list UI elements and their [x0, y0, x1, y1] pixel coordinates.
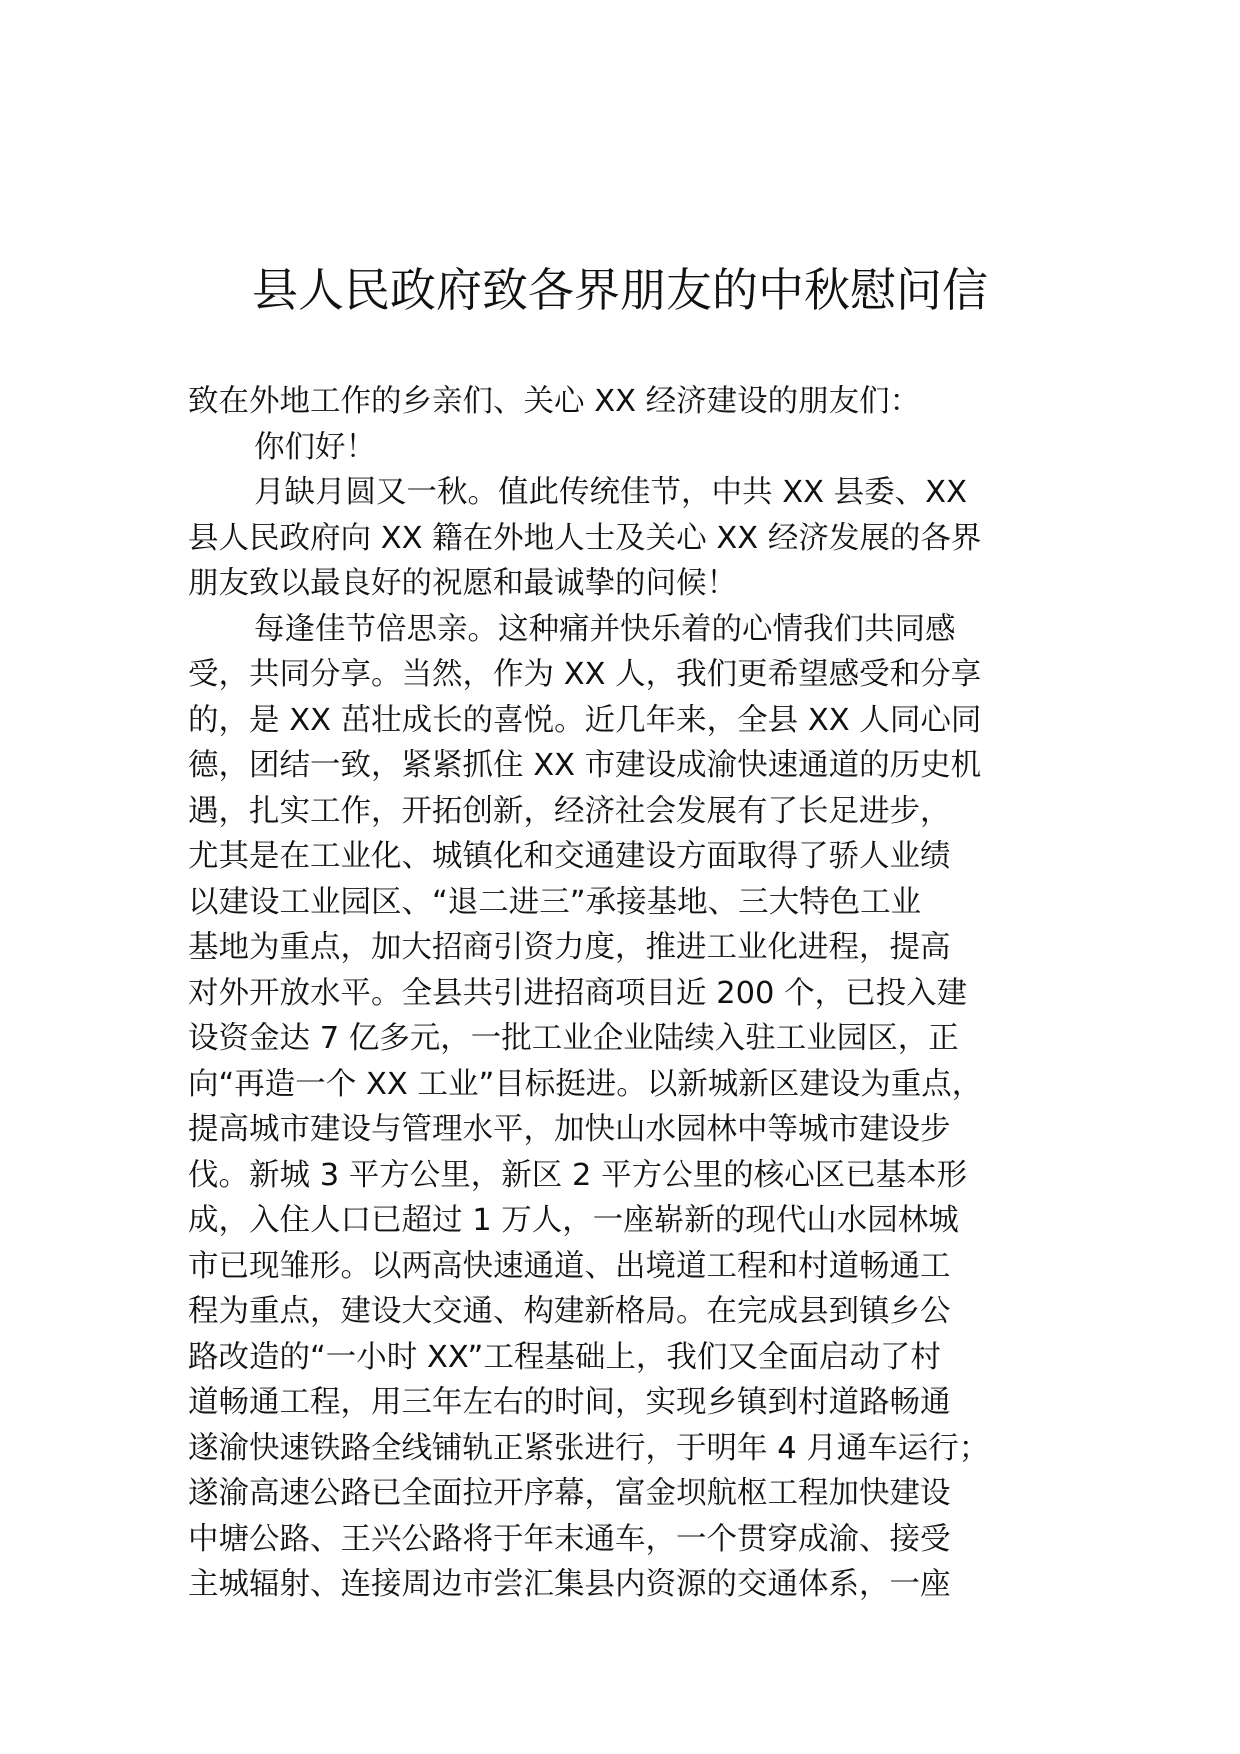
text-line: 以建设工业园区、“退二进三”承接基地、三大特色工业 — [188, 884, 922, 920]
text-line: 对外开放水平。全县共引进招商项目近 200 个，已投入建 — [188, 975, 968, 1011]
text-line: 向“再造一个 XX 工业”目标挺进。以新城新区建设为重点， — [188, 1066, 983, 1102]
text-line: 路改造的“一小时 XX”工程基础上，我们又全面启动了村 — [188, 1339, 941, 1375]
text-line: 遂渝高速公路已全面拉开序幕，富金坝航枢工程加快建设 — [188, 1476, 951, 1511]
text-line: 致在外地工作的乡亲们、关心 XX 经济建设的朋友们： — [188, 384, 921, 419]
text-line: 提高城市建设与管理水平，加快山水园林中等城市建设步 — [188, 1112, 951, 1147]
text-line: 中塘公路、王兴公路将于年末通车，一个贯穿成渝、接受 — [188, 1521, 951, 1557]
text-line: 基地为重点，加大招商引资力度，推进工业化进程，提高 — [188, 930, 951, 965]
text-line: 道畅通工程，用三年左右的时间，实现乡镇到村道路畅通 — [188, 1385, 951, 1420]
text-line: 受，共同分享。当然，作为 XX 人，我们更希望感受和分享 — [188, 657, 982, 692]
text-line: 德，团结一致，紧紧抓住 XX 市建设成渝快速通道的历史机 — [188, 748, 982, 783]
text-line: 遂渝快速铁路全线铺轨正紧张进行，于明年 4 月通车运行； — [188, 1430, 990, 1466]
text-line: 尤其是在工业化、城镇化和交通建设方面取得了骄人业绩 — [188, 839, 951, 874]
text-line: 遇，扎实工作，开拓创新，经济社会发展有了长足进步， — [188, 793, 951, 829]
text-line: 你们好！ — [254, 429, 376, 465]
document-title: 县人民政府致各界朋友的中秋慰问信 — [252, 263, 988, 317]
text-line: 主城辐射、连接周边市尝汇集县内资源的交通体系，一座 — [188, 1567, 951, 1602]
text-line: 伐。新城 3 平方公里，新区 2 平方公里的核心区已基本形 — [188, 1157, 968, 1193]
letter-body — [188, 379, 1088, 1608]
text-line: 程为重点，建设大交通、构建新格局。在完成县到镇乡公 — [188, 1294, 951, 1329]
text-line: 的，是 XX 茁壮成长的喜悦。近几年来，全县 XX 人同心同 — [188, 702, 982, 738]
text-line: 设资金达 7 亿多元，一批工业企业陆续入驻工业园区，正 — [188, 1021, 959, 1056]
text-line: 月缺月圆又一秋。值此传统佳节，中共 XX 县委、XX — [254, 475, 967, 510]
text-line: 成，入住人口已超过 1 万人，一座崭新的现代山水园林城 — [188, 1203, 959, 1238]
text-line: 每逢佳节倍思亲。这种痛并快乐着的心情我们共同感 — [254, 611, 956, 647]
text-line: 县人民政府向 XX 籍在外地人士及关心 XX 经济发展的各界 — [188, 520, 982, 556]
text-line: 朋友致以最良好的祝愿和最诚挚的问候！ — [188, 566, 737, 601]
text-line: 市已现雏形。以两高快速通道、出境道工程和村道畅通工 — [188, 1248, 951, 1284]
